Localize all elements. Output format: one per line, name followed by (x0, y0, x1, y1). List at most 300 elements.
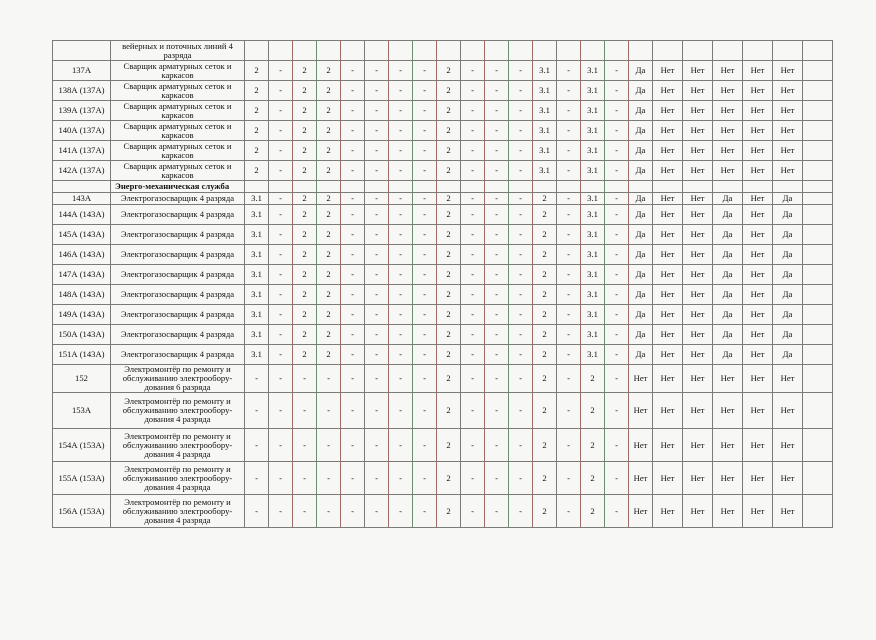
factor-cell: 2 (437, 205, 461, 225)
workplace-number: 138А (137А) (53, 81, 111, 101)
factor-cell (341, 41, 365, 61)
factor-cell: - (389, 141, 413, 161)
factor-cell: Нет (743, 393, 773, 429)
factor-cell: - (605, 205, 629, 225)
factor-cell: Да (713, 325, 743, 345)
empty-cell (803, 285, 833, 305)
factor-cell: Нет (683, 429, 713, 462)
factor-cell: 2 (533, 285, 557, 305)
factor-cell: 2 (437, 365, 461, 393)
factor-cell: Нет (743, 495, 773, 528)
factor-cell: Нет (683, 393, 713, 429)
workplace-number: 154А (153А) (53, 429, 111, 462)
factor-cell: Нет (773, 101, 803, 121)
factor-cell: - (365, 61, 389, 81)
factor-cell: - (341, 141, 365, 161)
job-title: Электромонтёр по ремонту и обслуживанию электрообору-дования 4 разряда (111, 393, 245, 429)
factor-cell: - (509, 81, 533, 101)
factor-cell: 2 (293, 61, 317, 81)
empty-cell (803, 61, 833, 81)
table-row (53, 345, 833, 365)
factor-cell: 3.1 (581, 325, 605, 345)
factor-cell: Нет (773, 429, 803, 462)
factor-cell: Да (629, 121, 653, 141)
factor-cell: Нет (683, 285, 713, 305)
factor-cell (317, 181, 341, 193)
factor-cell: Нет (713, 462, 743, 495)
factor-cell: Нет (653, 101, 683, 121)
factor-cell: - (461, 225, 485, 245)
factor-cell: - (269, 285, 293, 305)
factor-cell: 3.1 (245, 205, 269, 225)
empty-cell (803, 245, 833, 265)
factor-cell: 2 (293, 161, 317, 181)
factor-cell: Нет (683, 193, 713, 205)
factor-cell: - (461, 161, 485, 181)
factor-cell: - (557, 141, 581, 161)
factor-cell (365, 181, 389, 193)
factor-cell: - (413, 462, 437, 495)
factor-cell: 3.1 (581, 141, 605, 161)
job-title: Сварщик арматурных сеток и каркасов (111, 161, 245, 181)
factor-cell: Нет (653, 495, 683, 528)
factor-cell: 3.1 (533, 121, 557, 141)
factor-cell: 2 (293, 121, 317, 141)
factor-cell: - (461, 345, 485, 365)
factor-cell: Да (629, 245, 653, 265)
factor-cell: - (485, 325, 509, 345)
factor-cell: 2 (533, 245, 557, 265)
factor-cell: - (413, 61, 437, 81)
factor-cell (653, 41, 683, 61)
factor-cell: 2 (437, 429, 461, 462)
factor-cell: Нет (683, 305, 713, 325)
factor-cell: - (269, 245, 293, 265)
factor-cell: - (557, 81, 581, 101)
factor-cell (509, 181, 533, 193)
factor-cell: - (509, 265, 533, 285)
factor-cell: Нет (629, 429, 653, 462)
factor-cell: Да (773, 205, 803, 225)
factor-cell: Да (629, 305, 653, 325)
workplace-number: 156А (153А) (53, 495, 111, 528)
factor-cell: - (557, 193, 581, 205)
factor-cell: 2 (245, 121, 269, 141)
factor-cell (773, 41, 803, 61)
factor-cell: - (557, 462, 581, 495)
factor-cell (269, 181, 293, 193)
factor-cell: Нет (653, 225, 683, 245)
factor-cell: Нет (773, 61, 803, 81)
factor-cell: Нет (653, 245, 683, 265)
factor-cell: - (605, 245, 629, 265)
empty-cell (803, 193, 833, 205)
factor-cell: 3.1 (245, 345, 269, 365)
factor-cell: - (557, 265, 581, 285)
factor-cell: 2 (317, 121, 341, 141)
factor-cell: - (557, 305, 581, 325)
factor-cell: Да (629, 141, 653, 161)
factor-cell (557, 181, 581, 193)
factor-cell: Нет (713, 121, 743, 141)
factor-cell: - (389, 495, 413, 528)
factor-cell: - (341, 101, 365, 121)
factor-cell: - (389, 121, 413, 141)
factor-cell: - (485, 81, 509, 101)
factor-cell: - (341, 61, 365, 81)
factor-cell: - (365, 81, 389, 101)
factor-cell: - (341, 345, 365, 365)
factor-cell: Нет (743, 462, 773, 495)
workplace-number: 146А (143А) (53, 245, 111, 265)
factor-cell: - (365, 121, 389, 141)
factor-cell: - (509, 345, 533, 365)
factor-cell: 3.1 (581, 265, 605, 285)
job-title: Электрогазосварщик 4 разряда (111, 245, 245, 265)
factor-cell: - (389, 205, 413, 225)
factor-cell: 2 (437, 193, 461, 205)
factor-cell (533, 181, 557, 193)
factor-cell: Нет (653, 345, 683, 365)
factor-cell: Нет (653, 429, 683, 462)
factor-cell: Нет (773, 121, 803, 141)
factor-cell: - (413, 345, 437, 365)
factor-cell: 2 (245, 61, 269, 81)
factor-cell: - (461, 245, 485, 265)
table-row (53, 121, 833, 141)
factor-cell: 3.1 (245, 193, 269, 205)
factor-cell: - (389, 193, 413, 205)
factor-cell: Нет (743, 365, 773, 393)
factor-cell: 2 (581, 495, 605, 528)
factor-cell: - (605, 265, 629, 285)
factor-cell: - (509, 61, 533, 81)
factor-cell: 2 (317, 285, 341, 305)
factor-cell: - (365, 285, 389, 305)
factor-cell: Нет (743, 325, 773, 345)
factor-cell: 2 (245, 141, 269, 161)
job-title: Электрогазосварщик 4 разряда (111, 305, 245, 325)
factor-cell: Да (713, 193, 743, 205)
factor-cell: Нет (683, 225, 713, 245)
factor-cell: Нет (629, 393, 653, 429)
table-row (53, 193, 833, 205)
factor-cell: - (509, 305, 533, 325)
factor-cell: 2 (293, 205, 317, 225)
workplace-number: 150А (143А) (53, 325, 111, 345)
table-row (53, 81, 833, 101)
job-title: Электромонтёр по ремонту и обслуживанию электрообору-дования 6 разряда (111, 365, 245, 393)
factor-cell: - (413, 193, 437, 205)
factor-cell: 2 (317, 305, 341, 325)
factor-cell: - (509, 101, 533, 121)
factor-cell: - (413, 265, 437, 285)
factor-cell: Нет (653, 81, 683, 101)
factor-cell: Нет (653, 285, 683, 305)
factor-cell: - (341, 161, 365, 181)
factor-cell: 3.1 (245, 245, 269, 265)
factor-cell (605, 181, 629, 193)
factor-cell (365, 41, 389, 61)
factor-cell: Да (773, 305, 803, 325)
table-row (53, 101, 833, 121)
factor-cell: - (341, 365, 365, 393)
factor-cell: 2 (317, 161, 341, 181)
factor-cell: Нет (743, 265, 773, 285)
factor-cell (605, 41, 629, 61)
factor-cell: - (317, 393, 341, 429)
factor-cell: - (485, 285, 509, 305)
factor-cell: 2 (293, 305, 317, 325)
factor-cell: 2 (437, 305, 461, 325)
factor-cell: 2 (317, 101, 341, 121)
factor-cell: - (605, 393, 629, 429)
factor-cell: - (293, 429, 317, 462)
factor-cell: Да (629, 325, 653, 345)
factor-cell: Да (773, 345, 803, 365)
factor-cell: - (485, 141, 509, 161)
factor-cell: Да (629, 225, 653, 245)
factor-cell: - (485, 393, 509, 429)
factor-cell: - (389, 61, 413, 81)
factor-cell: 2 (533, 225, 557, 245)
factor-cell: - (509, 495, 533, 528)
factor-cell: Да (773, 265, 803, 285)
factor-cell: - (389, 245, 413, 265)
factor-cell: Нет (653, 305, 683, 325)
factor-cell (557, 41, 581, 61)
empty-cell (803, 181, 833, 193)
factor-cell: - (485, 121, 509, 141)
factor-cell: Нет (629, 462, 653, 495)
empty-cell (803, 305, 833, 325)
factor-cell (437, 181, 461, 193)
factor-cell: 3.1 (581, 121, 605, 141)
factor-cell: - (557, 393, 581, 429)
workplace-number: 147А (143А) (53, 265, 111, 285)
factor-cell: 2 (293, 225, 317, 245)
factor-cell: - (341, 429, 365, 462)
factor-cell: Нет (653, 121, 683, 141)
factor-cell: - (509, 285, 533, 305)
factor-cell: Нет (653, 205, 683, 225)
workplace-number: 149А (143А) (53, 305, 111, 325)
factor-cell: Нет (713, 61, 743, 81)
factor-cell: - (269, 365, 293, 393)
factor-cell: 2 (245, 101, 269, 121)
factor-cell: - (413, 101, 437, 121)
factor-cell: 2 (437, 61, 461, 81)
factor-cell: - (269, 205, 293, 225)
factor-cell: 2 (581, 365, 605, 393)
factor-cell (461, 41, 485, 61)
factor-cell: Нет (683, 121, 713, 141)
factor-cell: Нет (683, 265, 713, 285)
factor-cell: 3.1 (533, 101, 557, 121)
factor-cell: 2 (533, 393, 557, 429)
factor-cell: - (341, 205, 365, 225)
factor-cell: - (389, 285, 413, 305)
table-row (53, 205, 833, 225)
factor-cell: 2 (533, 205, 557, 225)
job-title: Электромонтёр по ремонту и обслуживанию электрообору-дования 4 разряда (111, 429, 245, 462)
factor-cell (743, 181, 773, 193)
factor-cell: 2 (437, 345, 461, 365)
workplace-number: 137А (53, 61, 111, 81)
job-title: Электрогазосварщик 4 разряда (111, 285, 245, 305)
factor-cell (581, 41, 605, 61)
factor-cell: 2 (581, 429, 605, 462)
factor-cell: Нет (773, 161, 803, 181)
factor-cell: - (509, 141, 533, 161)
factor-cell: - (269, 462, 293, 495)
factor-cell: Да (773, 325, 803, 345)
factor-cell: Нет (743, 61, 773, 81)
factor-cell: Да (629, 193, 653, 205)
factor-cell: - (341, 121, 365, 141)
factor-cell: 3.1 (533, 141, 557, 161)
factor-cell: - (341, 393, 365, 429)
job-title: Электрогазосварщик 4 разряда (111, 193, 245, 205)
factor-cell: - (509, 193, 533, 205)
empty-cell (803, 325, 833, 345)
factor-cell: - (317, 495, 341, 528)
factor-cell: 2 (293, 193, 317, 205)
factor-cell: - (341, 495, 365, 528)
factor-cell: Нет (773, 81, 803, 101)
factor-cell: Нет (743, 81, 773, 101)
factor-cell (485, 181, 509, 193)
factor-cell: Да (713, 225, 743, 245)
factor-cell: - (557, 495, 581, 528)
factor-cell: - (485, 305, 509, 325)
workplace-number: 144А (143А) (53, 205, 111, 225)
factor-cell: - (365, 429, 389, 462)
factor-cell: 2 (317, 205, 341, 225)
factor-cell: - (461, 101, 485, 121)
empty-cell (803, 265, 833, 285)
job-title: Электрогазосварщик 4 разряда (111, 205, 245, 225)
empty-cell (803, 81, 833, 101)
factor-cell: - (365, 495, 389, 528)
job-title: Электромонтёр по ремонту и обслуживанию электрообору-дования 4 разряда (111, 462, 245, 495)
factor-cell: 3.1 (581, 205, 605, 225)
factor-cell: - (605, 81, 629, 101)
factor-cell: - (341, 305, 365, 325)
job-title: Сварщик арматурных сеток и каркасов (111, 61, 245, 81)
factor-cell: - (365, 462, 389, 495)
factor-cell: - (557, 225, 581, 245)
factor-cell (293, 181, 317, 193)
factor-cell: Да (773, 285, 803, 305)
factor-cell: - (605, 429, 629, 462)
workplace-number: 145А (143А) (53, 225, 111, 245)
factor-cell: Нет (743, 305, 773, 325)
factor-cell: Нет (653, 161, 683, 181)
factor-cell: - (293, 462, 317, 495)
factor-cell: - (461, 462, 485, 495)
empty-cell (803, 225, 833, 245)
factor-cell: 2 (293, 81, 317, 101)
job-title: Электрогазосварщик 4 разряда (111, 265, 245, 285)
factor-cell: Нет (683, 325, 713, 345)
factor-cell (389, 181, 413, 193)
factor-cell: 2 (533, 462, 557, 495)
factor-cell: 2 (245, 161, 269, 181)
factor-cell: - (365, 101, 389, 121)
factor-cell: - (389, 393, 413, 429)
factor-cell: - (485, 265, 509, 285)
factor-cell: Нет (683, 462, 713, 495)
job-title: Сварщик арматурных сеток и каркасов (111, 81, 245, 101)
factor-cell: 3.1 (581, 345, 605, 365)
factor-cell: - (509, 462, 533, 495)
factor-cell: - (461, 285, 485, 305)
factor-cell (461, 181, 485, 193)
factor-cell: - (461, 205, 485, 225)
factor-cell: - (509, 393, 533, 429)
factor-cell: - (485, 245, 509, 265)
factor-cell: Да (773, 225, 803, 245)
factor-cell (629, 41, 653, 61)
factor-cell: - (557, 161, 581, 181)
factor-cell: 2 (437, 245, 461, 265)
factor-cell: Нет (713, 393, 743, 429)
table-row (53, 161, 833, 181)
factor-cell: Да (713, 345, 743, 365)
factor-cell: - (389, 429, 413, 462)
factor-cell: - (269, 393, 293, 429)
factor-cell (245, 41, 269, 61)
factor-cell: - (269, 61, 293, 81)
factor-cell: 2 (317, 345, 341, 365)
factor-cell (413, 41, 437, 61)
factor-cell: - (245, 429, 269, 462)
factor-cell: - (389, 101, 413, 121)
factor-cell: Нет (713, 429, 743, 462)
factor-cell: - (365, 205, 389, 225)
factor-cell: Нет (773, 141, 803, 161)
factor-cell: Да (773, 245, 803, 265)
factor-cell (413, 181, 437, 193)
factor-cell: - (365, 193, 389, 205)
factor-cell: - (413, 245, 437, 265)
factor-cell: - (341, 462, 365, 495)
empty-cell (803, 161, 833, 181)
table-row (53, 365, 833, 393)
factor-cell: - (461, 81, 485, 101)
factor-cell: - (365, 393, 389, 429)
factor-cell: 3.1 (245, 285, 269, 305)
factor-cell: - (461, 429, 485, 462)
factor-cell: 2 (533, 265, 557, 285)
factor-cell: - (461, 193, 485, 205)
factor-cell: Нет (713, 161, 743, 181)
factor-cell: 2 (293, 345, 317, 365)
factor-cell: - (605, 101, 629, 121)
factor-cell: - (461, 325, 485, 345)
factor-cell: - (509, 365, 533, 393)
factor-cell (653, 181, 683, 193)
factor-cell: - (269, 265, 293, 285)
factor-cell: 2 (437, 325, 461, 345)
factor-cell: 2 (437, 495, 461, 528)
factor-cell: - (245, 365, 269, 393)
factor-cell: - (605, 121, 629, 141)
factor-cell: - (341, 193, 365, 205)
empty-cell (803, 345, 833, 365)
factor-cell: - (341, 81, 365, 101)
